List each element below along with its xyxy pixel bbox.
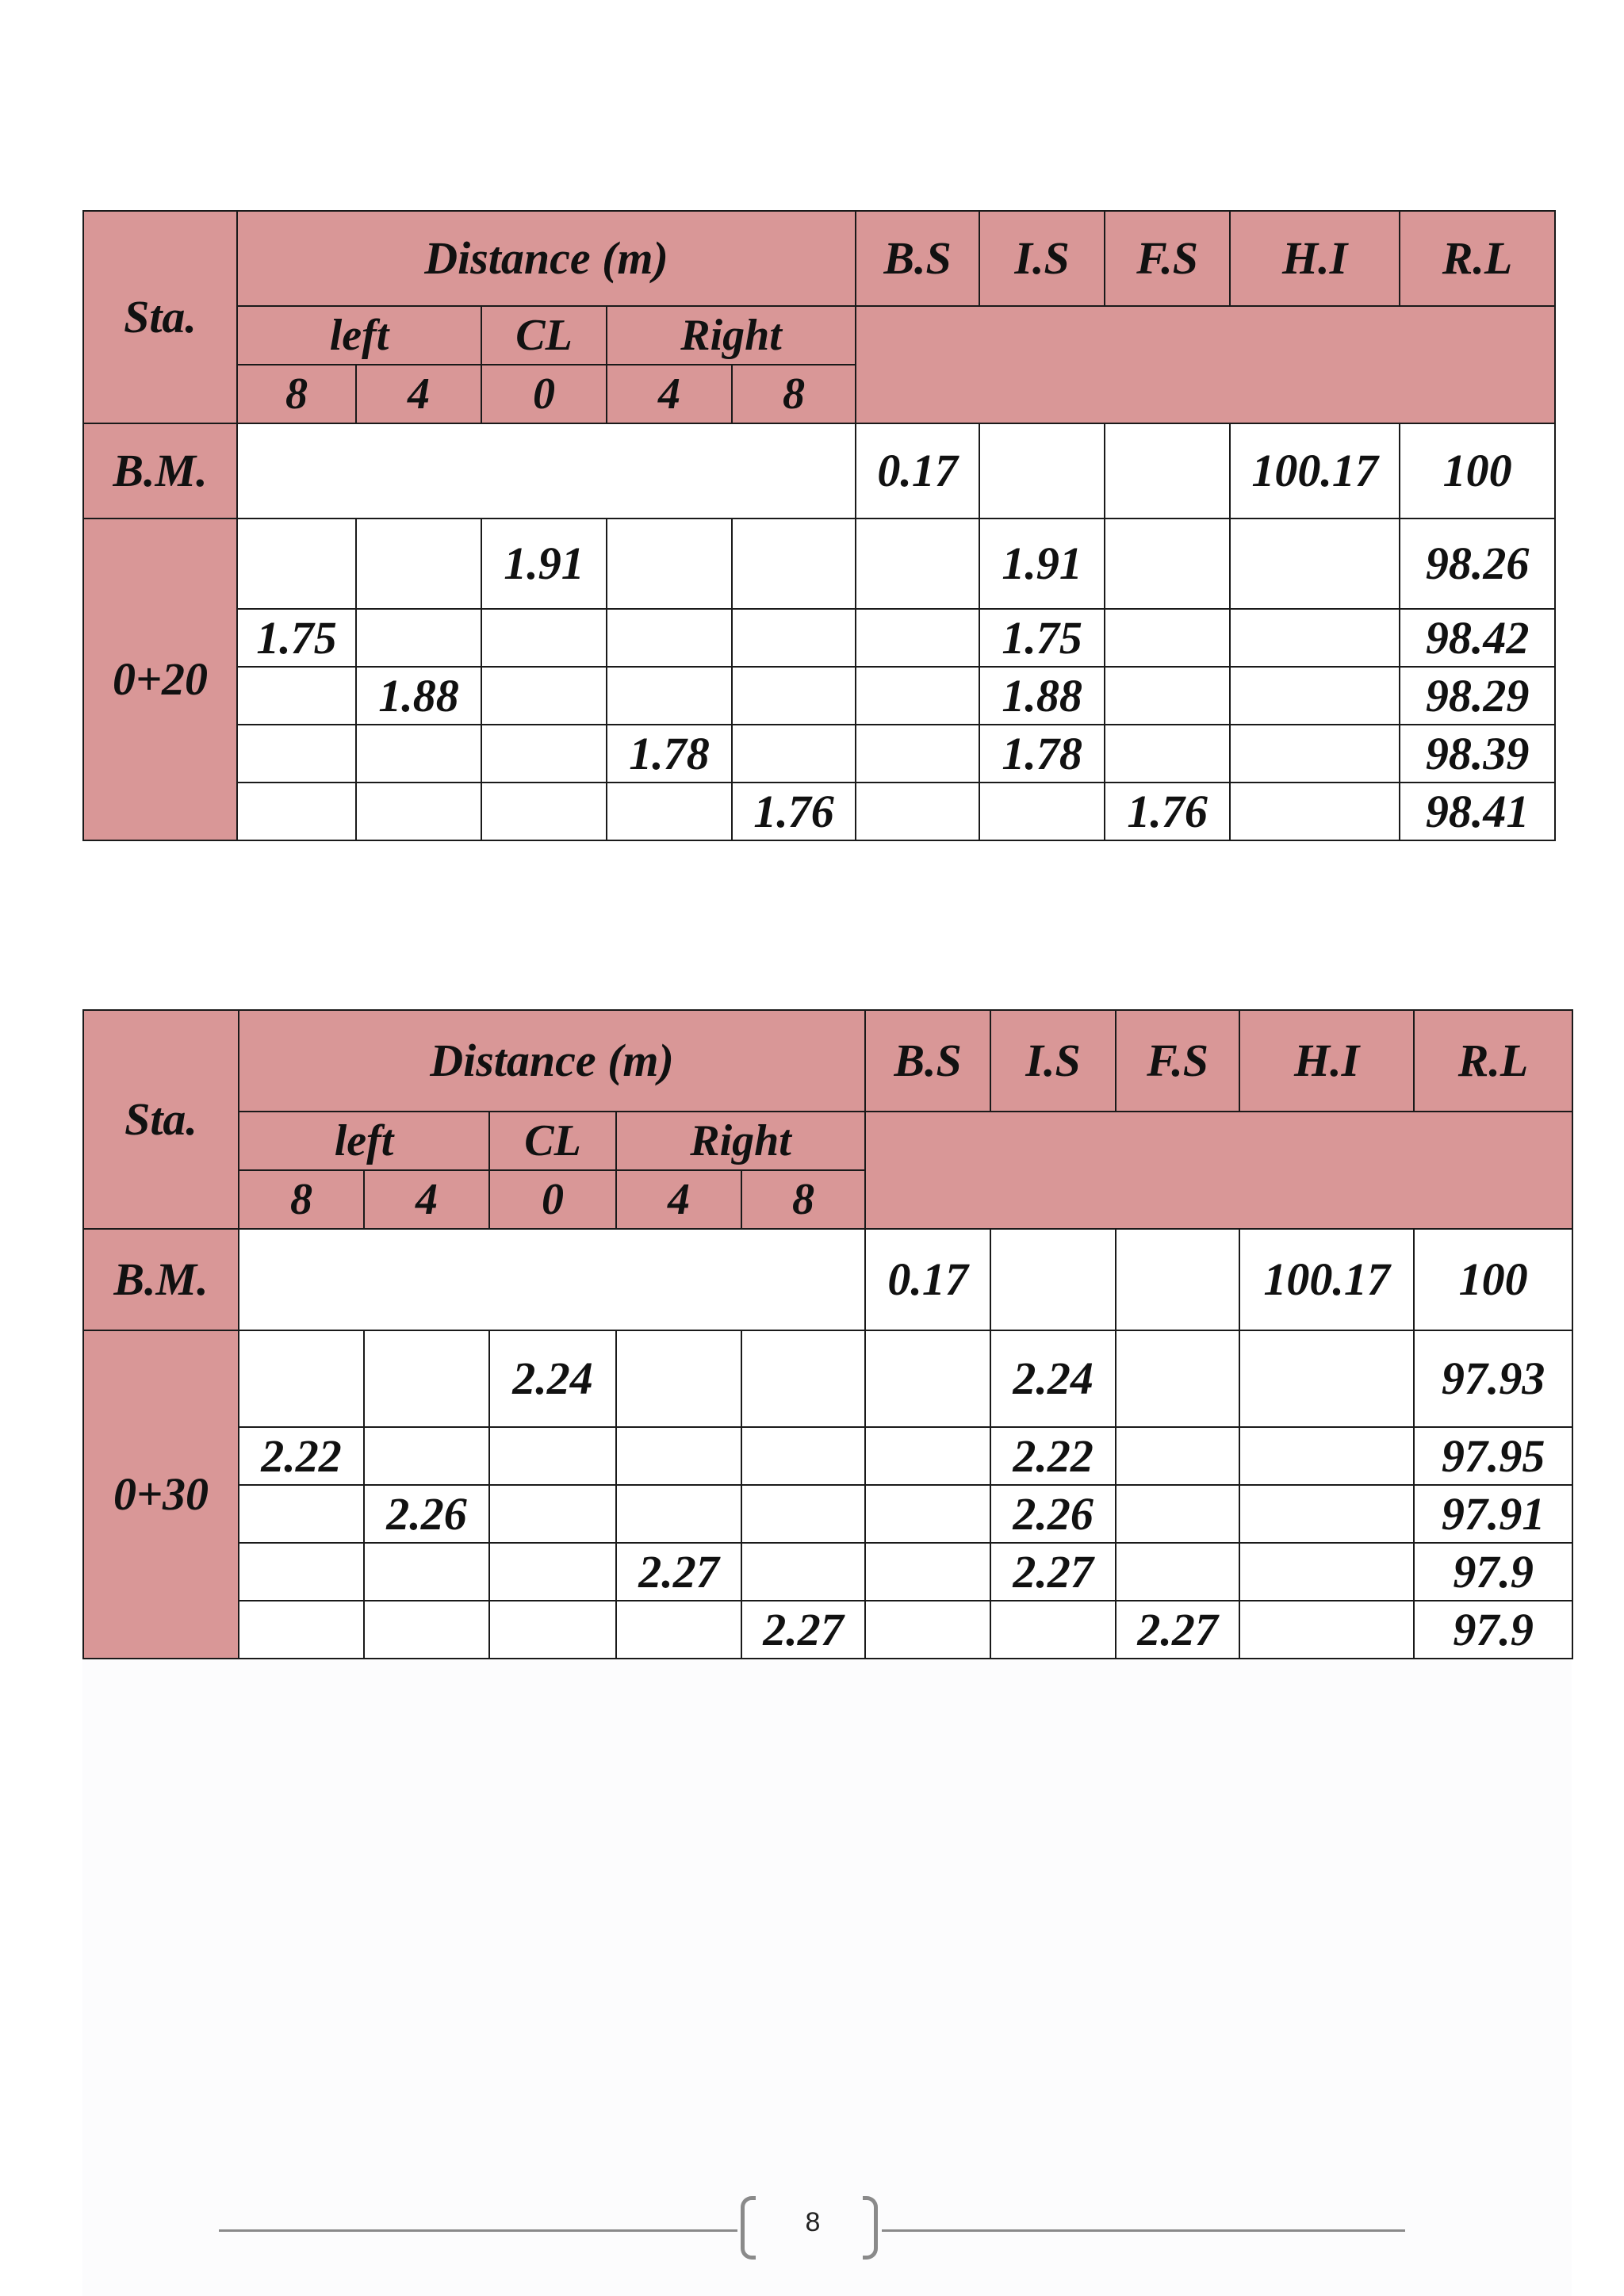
cell-d4r xyxy=(616,1427,741,1485)
footer-rule-right xyxy=(882,2229,1405,2232)
cell-fs xyxy=(1116,1427,1239,1485)
cell-d4l xyxy=(356,783,481,840)
hi-header: H.I xyxy=(1230,211,1400,306)
cell-rl: 98.29 xyxy=(1400,667,1555,725)
cell-bs xyxy=(856,519,979,609)
offset-right-8: 8 xyxy=(741,1170,865,1229)
left-header: left xyxy=(239,1112,489,1170)
cell-d4l: 2.26 xyxy=(364,1485,489,1543)
cell-d0 xyxy=(489,1485,616,1543)
fs-header: F.S xyxy=(1105,211,1230,306)
cell-hi xyxy=(1230,519,1400,609)
cell-d4l xyxy=(364,1330,489,1427)
cell-hi xyxy=(1239,1485,1414,1543)
cell-d4l: 1.88 xyxy=(356,667,481,725)
cell-hi xyxy=(1239,1543,1414,1601)
cell-hi xyxy=(1230,609,1400,667)
cell-d4l xyxy=(356,725,481,783)
cell-is xyxy=(979,783,1105,840)
cell-fs xyxy=(1116,1485,1239,1543)
cell-d4r xyxy=(616,1601,741,1659)
bm-fs xyxy=(1116,1229,1239,1330)
cell-d8l xyxy=(239,1485,364,1543)
bm-distance-empty xyxy=(239,1229,865,1330)
bm-bs: 0.17 xyxy=(865,1229,990,1330)
cell-hi xyxy=(1230,667,1400,725)
cl-header: CL xyxy=(489,1112,616,1170)
fs-header: F.S xyxy=(1116,1010,1239,1112)
table-row xyxy=(83,1601,1572,1659)
cell-d4r xyxy=(607,667,732,725)
cell-rl: 97.9 xyxy=(1414,1543,1572,1601)
offset-cl-0: 0 xyxy=(489,1170,616,1229)
bm-is xyxy=(990,1229,1116,1330)
right-header: Right xyxy=(616,1112,865,1170)
cell-d4r xyxy=(616,1485,741,1543)
cell-d4l xyxy=(364,1427,489,1485)
bm-is xyxy=(979,423,1105,519)
cell-fs xyxy=(1116,1330,1239,1427)
cell-d8r: 2.27 xyxy=(741,1601,865,1659)
header-filler xyxy=(856,306,1555,423)
cell-rl: 98.39 xyxy=(1400,725,1555,783)
bs-header: B.S xyxy=(865,1010,990,1112)
right-header: Right xyxy=(607,306,856,365)
leveling-table-2 xyxy=(82,1009,1573,1659)
cell-bs xyxy=(856,725,979,783)
cell-rl: 97.91 xyxy=(1414,1485,1572,1543)
cell-d8l xyxy=(237,667,356,725)
bm-hi: 100.17 xyxy=(1239,1229,1414,1330)
offset-left-8: 8 xyxy=(239,1170,364,1229)
cell-d4l xyxy=(356,519,481,609)
cell-d0 xyxy=(481,609,607,667)
cell-d0 xyxy=(489,1601,616,1659)
cell-hi xyxy=(1230,725,1400,783)
cell-d8r: 1.76 xyxy=(732,783,856,840)
table-row xyxy=(83,519,1555,609)
leveling-table-1 xyxy=(82,210,1556,841)
station-label: 0+30 xyxy=(83,1330,239,1659)
cell-d8r xyxy=(741,1485,865,1543)
cell-d4l xyxy=(364,1543,489,1601)
right-bracket-icon xyxy=(863,2196,878,2260)
cell-bs xyxy=(865,1427,990,1485)
cell-d8r xyxy=(741,1543,865,1601)
cell-d8r xyxy=(732,609,856,667)
bm-distance-empty xyxy=(237,423,856,519)
cell-d8r xyxy=(741,1330,865,1427)
left-header: left xyxy=(237,306,481,365)
cell-fs xyxy=(1105,667,1230,725)
cell-bs xyxy=(865,1601,990,1659)
cell-d0 xyxy=(481,667,607,725)
sta-header: Sta. xyxy=(83,211,237,423)
bm-fs xyxy=(1105,423,1230,519)
cell-is: 1.88 xyxy=(979,667,1105,725)
distance-header: Distance (m) xyxy=(237,211,856,306)
cell-is: 1.78 xyxy=(979,725,1105,783)
cell-d8l xyxy=(239,1543,364,1601)
cell-hi xyxy=(1230,783,1400,840)
cell-bs xyxy=(865,1330,990,1427)
cell-d8l xyxy=(237,519,356,609)
cell-d4r xyxy=(607,783,732,840)
cell-fs xyxy=(1116,1543,1239,1601)
station-label: 0+20 xyxy=(83,519,237,840)
cell-hi xyxy=(1239,1601,1414,1659)
cell-fs xyxy=(1105,519,1230,609)
page-footer xyxy=(0,2196,1624,2267)
cell-d4l xyxy=(364,1601,489,1659)
cell-bs xyxy=(856,609,979,667)
cell-bs xyxy=(856,667,979,725)
cell-is: 2.27 xyxy=(990,1543,1116,1601)
cell-bs xyxy=(865,1485,990,1543)
offset-left-4: 4 xyxy=(356,365,481,423)
cell-d4r xyxy=(607,609,732,667)
cell-is: 1.75 xyxy=(979,609,1105,667)
offset-right-4: 4 xyxy=(616,1170,741,1229)
cell-d8l: 2.22 xyxy=(239,1427,364,1485)
cell-rl: 97.9 xyxy=(1414,1601,1572,1659)
cl-header: CL xyxy=(481,306,607,365)
cell-d8l xyxy=(237,783,356,840)
offset-right-8: 8 xyxy=(732,365,856,423)
cell-is: 2.24 xyxy=(990,1330,1116,1427)
cell-d0 xyxy=(481,725,607,783)
is-header: I.S xyxy=(979,211,1105,306)
offset-right-4: 4 xyxy=(607,365,732,423)
left-bracket-icon xyxy=(741,2196,756,2260)
cell-is xyxy=(990,1601,1116,1659)
cell-fs: 1.76 xyxy=(1105,783,1230,840)
offset-left-4: 4 xyxy=(364,1170,489,1229)
bm-label: B.M. xyxy=(83,423,237,519)
rl-header: R.L xyxy=(1400,211,1555,306)
page-number: 8 xyxy=(805,2207,821,2237)
footer-rule-left xyxy=(219,2229,737,2232)
cell-hi xyxy=(1239,1330,1414,1427)
cell-rl: 97.95 xyxy=(1414,1427,1572,1485)
cell-is: 2.22 xyxy=(990,1427,1116,1485)
distance-header: Distance (m) xyxy=(239,1010,865,1112)
cell-d0 xyxy=(489,1543,616,1601)
cell-fs: 2.27 xyxy=(1116,1601,1239,1659)
table-row xyxy=(83,725,1555,783)
cell-d8l: 1.75 xyxy=(237,609,356,667)
bm-rl: 100 xyxy=(1414,1229,1572,1330)
offset-cl-0: 0 xyxy=(481,365,607,423)
bm-bs: 0.17 xyxy=(856,423,979,519)
cell-is: 1.91 xyxy=(979,519,1105,609)
cell-d8r xyxy=(741,1427,865,1485)
header-filler xyxy=(865,1112,1572,1229)
bs-header: B.S xyxy=(856,211,979,306)
table-row xyxy=(83,1543,1572,1601)
cell-d4r: 2.27 xyxy=(616,1543,741,1601)
table-row xyxy=(83,783,1555,840)
bm-label: B.M. xyxy=(83,1229,239,1330)
cell-d4r: 1.78 xyxy=(607,725,732,783)
cell-is: 2.26 xyxy=(990,1485,1116,1543)
cell-d0: 2.24 xyxy=(489,1330,616,1427)
table-row xyxy=(83,609,1555,667)
cell-d8l xyxy=(237,725,356,783)
bm-hi: 100.17 xyxy=(1230,423,1400,519)
cell-rl: 98.41 xyxy=(1400,783,1555,840)
cell-rl: 98.42 xyxy=(1400,609,1555,667)
cell-rl: 98.26 xyxy=(1400,519,1555,609)
cell-d0 xyxy=(489,1427,616,1485)
cell-d8r xyxy=(732,667,856,725)
table-row xyxy=(83,1330,1572,1427)
sta-header: Sta. xyxy=(83,1010,239,1229)
cell-fs xyxy=(1105,725,1230,783)
cell-d4r xyxy=(616,1330,741,1427)
cell-fs xyxy=(1105,609,1230,667)
hi-header: H.I xyxy=(1239,1010,1414,1112)
cell-d0: 1.91 xyxy=(481,519,607,609)
cell-bs xyxy=(865,1543,990,1601)
table-row xyxy=(83,1485,1572,1543)
cell-hi xyxy=(1239,1427,1414,1485)
cell-rl: 97.93 xyxy=(1414,1330,1572,1427)
cell-d8r xyxy=(732,725,856,783)
cell-d8l xyxy=(239,1330,364,1427)
cell-d0 xyxy=(481,783,607,840)
bm-rl: 100 xyxy=(1400,423,1555,519)
cell-d4r xyxy=(607,519,732,609)
cell-d8r xyxy=(732,519,856,609)
table-row xyxy=(83,1427,1572,1485)
cell-bs xyxy=(856,783,979,840)
rl-header: R.L xyxy=(1414,1010,1572,1112)
cell-d8l xyxy=(239,1601,364,1659)
table-row xyxy=(83,667,1555,725)
offset-left-8: 8 xyxy=(237,365,356,423)
is-header: I.S xyxy=(990,1010,1116,1112)
cell-d4l xyxy=(356,609,481,667)
